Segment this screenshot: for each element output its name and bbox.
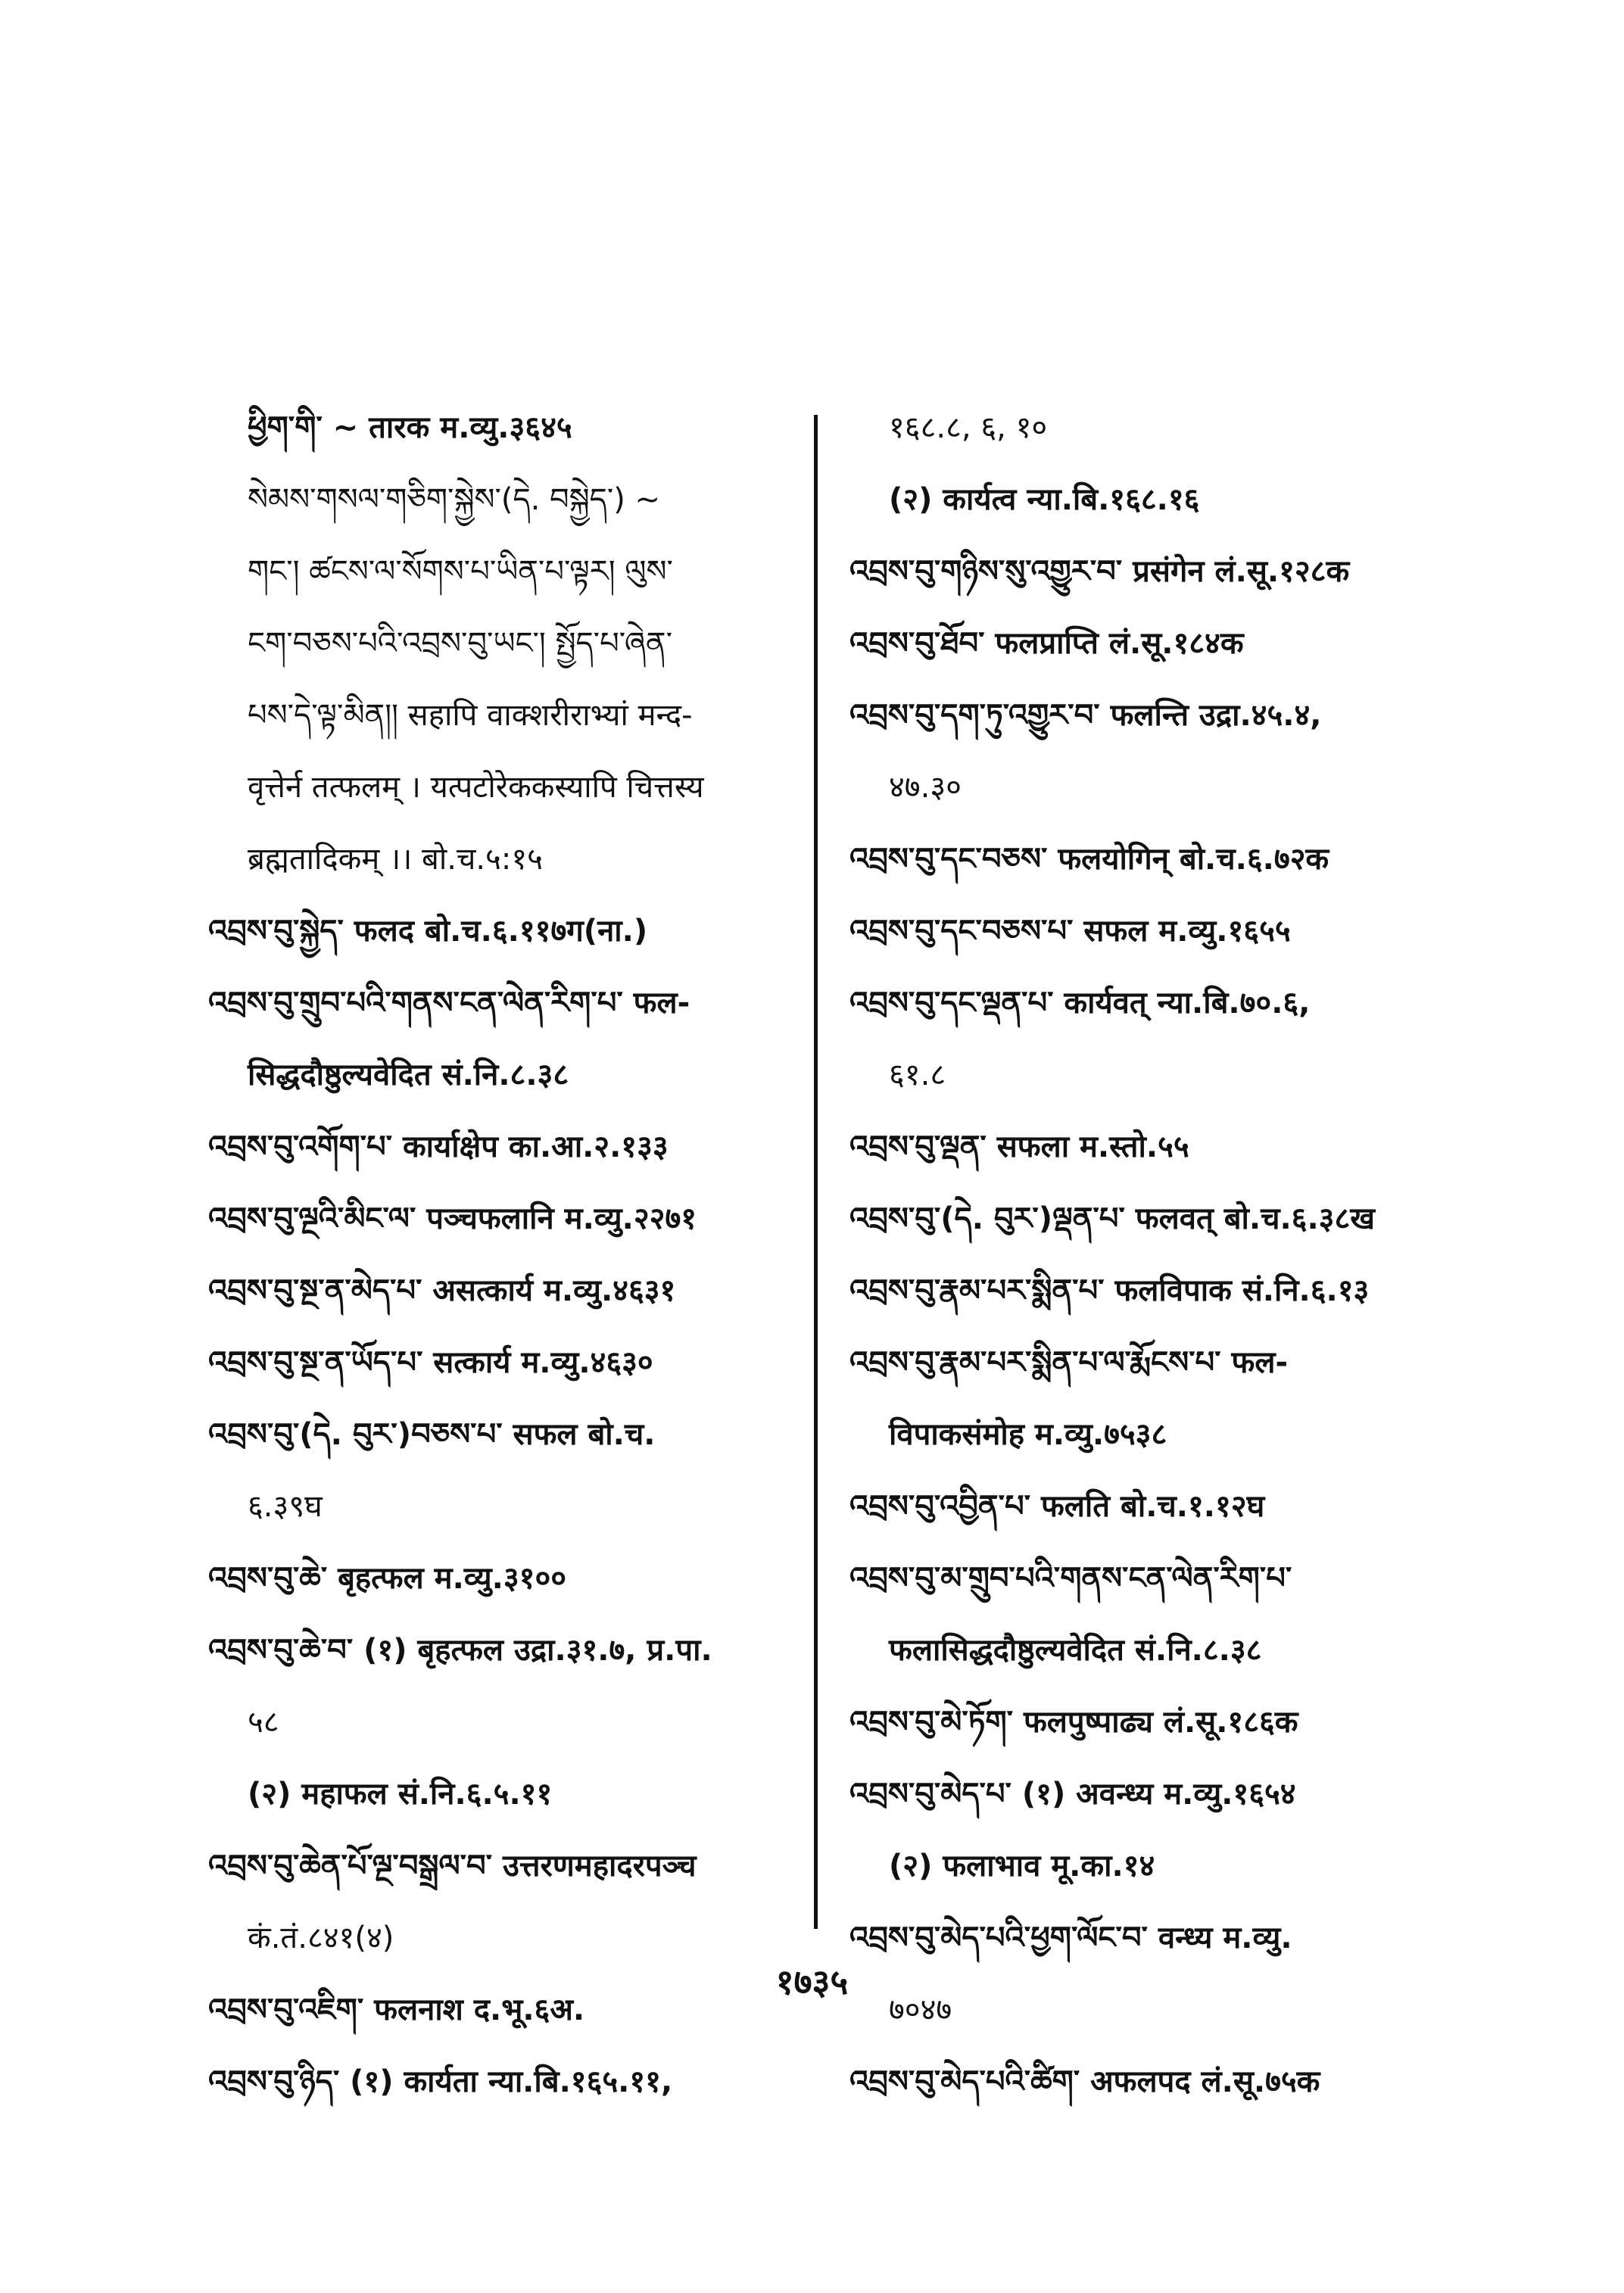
dictionary-entry-line: འབྲས་བུ་མེ་ཏོག་ फलपुष्पाढ्य लं.सू.१८६क bbox=[849, 1705, 1298, 1740]
dictionary-entry-line: འབྲས་བུ་དང་བཅས་ फलयोगिन् बो.च.६.७२क bbox=[849, 842, 1329, 877]
dictionary-entry-line: འབྲས་བུ་རྣམ་པར་སྨིན་པ་ फलविपाक सं.नि.६.१३ bbox=[849, 1273, 1370, 1308]
dictionary-entry-line: (२) फलाभाव मू.का.१४ bbox=[889, 1849, 1155, 1883]
dictionary-entry-line: विपाकसंमोह म.व्यु.७५३८ bbox=[889, 1417, 1167, 1452]
dictionary-entry-line: འབྲས་བུ་དང་ལྡན་པ་ कार्यवत् न्या.बि.७०.६, bbox=[849, 986, 1311, 1020]
dictionary-entry-line: ४७.३० bbox=[889, 770, 962, 805]
dictionary-entry-line: འབྲས་བུ་མ་གྲུབ་པའི་གནས་ངན་ལེན་རིག་པ་ bbox=[849, 1561, 1292, 1596]
dictionary-entry-line: འབྲས་བུ་སྔ་ན་ཡོད་པ་ सत्कार्य म.व्यु.४६३० bbox=[208, 1345, 653, 1380]
dictionary-entry-line: འབྲས་བུ་ཆེན་པོ་ལྔ་བསྒྲལ་བ་ उत्तरणमहादरपञ्च bbox=[208, 1849, 697, 1883]
dictionary-entry-line: (२) महाफल सं.नि.६.५.११ bbox=[248, 1777, 553, 1812]
dictionary-entry-line: कं.तं.८४१(४) bbox=[248, 1921, 394, 1955]
dictionary-entry-line: འབྲས་བུ་སྐྱེད་ फलद बो.च.६.११७ग(ना.) bbox=[208, 914, 648, 949]
dictionary-entry-line: འབྲས་བུ་མེད་པའི་ཚིག་ अफलपद लं.सू.७५क bbox=[849, 2064, 1320, 2099]
dictionary-entry-line: འབྲས་བུ་ཆེ་བ་ (१) बृहत्फल उद्रा.३१.७, प्र.पा. bbox=[208, 1633, 712, 1668]
dictionary-entry-line: འབྲས་བུ་ཐོབ་ फलप्राप्ति लं.सू.१८४क bbox=[849, 626, 1244, 661]
dictionary-entry-line: ७०४७ bbox=[889, 1992, 952, 2027]
dictionary-entry-line: འབྲས་བུ་དང་བཅས་པ་ सफल म.व्यु.१६५५ bbox=[849, 914, 1291, 949]
dictionary-entry-line: འབྲས་བུ་གྲུབ་པའི་གནས་ངན་ལེན་རིག་པ་ फल- bbox=[208, 986, 690, 1020]
dictionary-entry-line: འབྲས་བུ་ལྡན་ सफला म.स्तो.५५ bbox=[849, 1129, 1189, 1164]
dictionary-entry-line: འབྲས་བུ་ཆེ་ बृहत्फल म.व्यु.३१०० bbox=[208, 1561, 567, 1596]
dictionary-entry-line: འབྲས་བུ་འཇིག་ फलनाश द.भू.६अ. bbox=[208, 1992, 585, 2027]
dictionary-entry-line: ངག་བཅས་པའི་འབྲས་བུ་ཡང་། སྤྱོད་པ་ཞེན་ bbox=[248, 626, 672, 661]
dictionary-entry-line: सिद्धदौष्ठुल्यवेदित सं.नि.८.३८ bbox=[248, 1058, 569, 1092]
dictionary-entry-line: འབྲས་བུ་(དེ. བུར་)བཅས་པ་ सफल बो.च. bbox=[208, 1417, 656, 1452]
dictionary-entry-line: འབྲས་བུ་གཉིས་སུ་འགྱུར་བ་ प्रसंगेन लं.सू.१२८क bbox=[849, 554, 1350, 589]
dictionary-entry-line: འབྲས་བུ་དག་ཏུ་འགྱུར་བ་ फलन्ति उद्रा.४५.४, bbox=[849, 698, 1322, 733]
dictionary-entry-line: འབྲས་བུ་མེད་པ་ (१) अवन्ध्य म.व्यु.१६५४ bbox=[849, 1777, 1296, 1812]
right-column bbox=[849, 392, 1455, 2118]
dictionary-entry-line: འབྲས་བུ་མེད་པའི་ཕྱག་ལོང་བ་ वन्ध्य म.व्यु. bbox=[849, 1921, 1292, 1955]
page-number: १७३५ bbox=[775, 1961, 849, 2002]
dictionary-entry-line: འབྲས་བུ་འགོག་པ་ कार्याक्षेप का.आ.२.१३३ bbox=[208, 1129, 669, 1164]
dictionary-entry-line: འབྲས་བུ་འབྱིན་པ་ फलति बो.च.१.१२घ bbox=[849, 1489, 1265, 1524]
dictionary-entry-line: ६१.८ bbox=[889, 1058, 946, 1092]
dictionary-entry-line: པས་དེ་ལྟ་མིན།། सहापि वाक्शरीराभ्यां मन्द- bbox=[248, 698, 693, 733]
dictionary-entry-line: ५८ bbox=[248, 1705, 279, 1740]
dictionary-entry-line: འབྲས་བུ་ལྔའི་མིང་ལ་ पञ्चफलानि म.व्यु.२२७१ bbox=[208, 1201, 697, 1236]
dictionary-entry-line: འབྲས་བུ་སྔ་ན་མེད་པ་ असत्कार्य म.व्यु.४६३१ bbox=[208, 1273, 676, 1308]
dictionary-entry-line: ब्रह्मतादिकम् ।। बो.च.५:१५ bbox=[248, 842, 543, 877]
dictionary-entry-line: གང་། ཚངས་ལ་སོགས་པ་ཡིན་པ་ལྟར། ལུས་ bbox=[248, 554, 673, 589]
dictionary-entry-line: ६.३९घ bbox=[248, 1489, 323, 1524]
dictionary-entry-line: སེམས་གསལ་གཅིག་སྐྱེས་(དེ. བསྐྱེད་) ~ bbox=[248, 482, 661, 517]
column-divider bbox=[814, 415, 818, 1929]
dictionary-entry-line: फलासिद्धदौष्ठुल्यवेदित सं.नि.८.३८ bbox=[889, 1633, 1262, 1668]
left-column bbox=[208, 392, 814, 2118]
dictionary-entry-line: वृत्तेर्न तत्फलम् । यत्पटोरेककस्यापि चित्तस्य bbox=[248, 770, 704, 805]
dictionary-entry-line: འབྲས་བུ་ཉིད་ (१) कार्यता न्या.बि.१६५.११, bbox=[208, 2064, 673, 2099]
dictionary-entry-line: འབྲས་བུ་རྣམ་པར་སྨིན་པ་ལ་རྨོངས་པ་ फल- bbox=[849, 1345, 1289, 1380]
dictionary-entry-line: ཕྱིག་གི་ ~ तारक म.व्यु.३६४५ bbox=[248, 410, 572, 445]
dictionary-entry-line: འབྲས་བུ་(དེ. བུར་)ལྡན་པ་ फलवत् बो.च.६.३८ख bbox=[849, 1201, 1376, 1236]
dictionary-entry-line: (२) कार्यत्व न्या.बि.१६८.१६ bbox=[889, 482, 1200, 517]
dictionary-entry-line: १६८.८, ६, १० bbox=[889, 410, 1048, 445]
